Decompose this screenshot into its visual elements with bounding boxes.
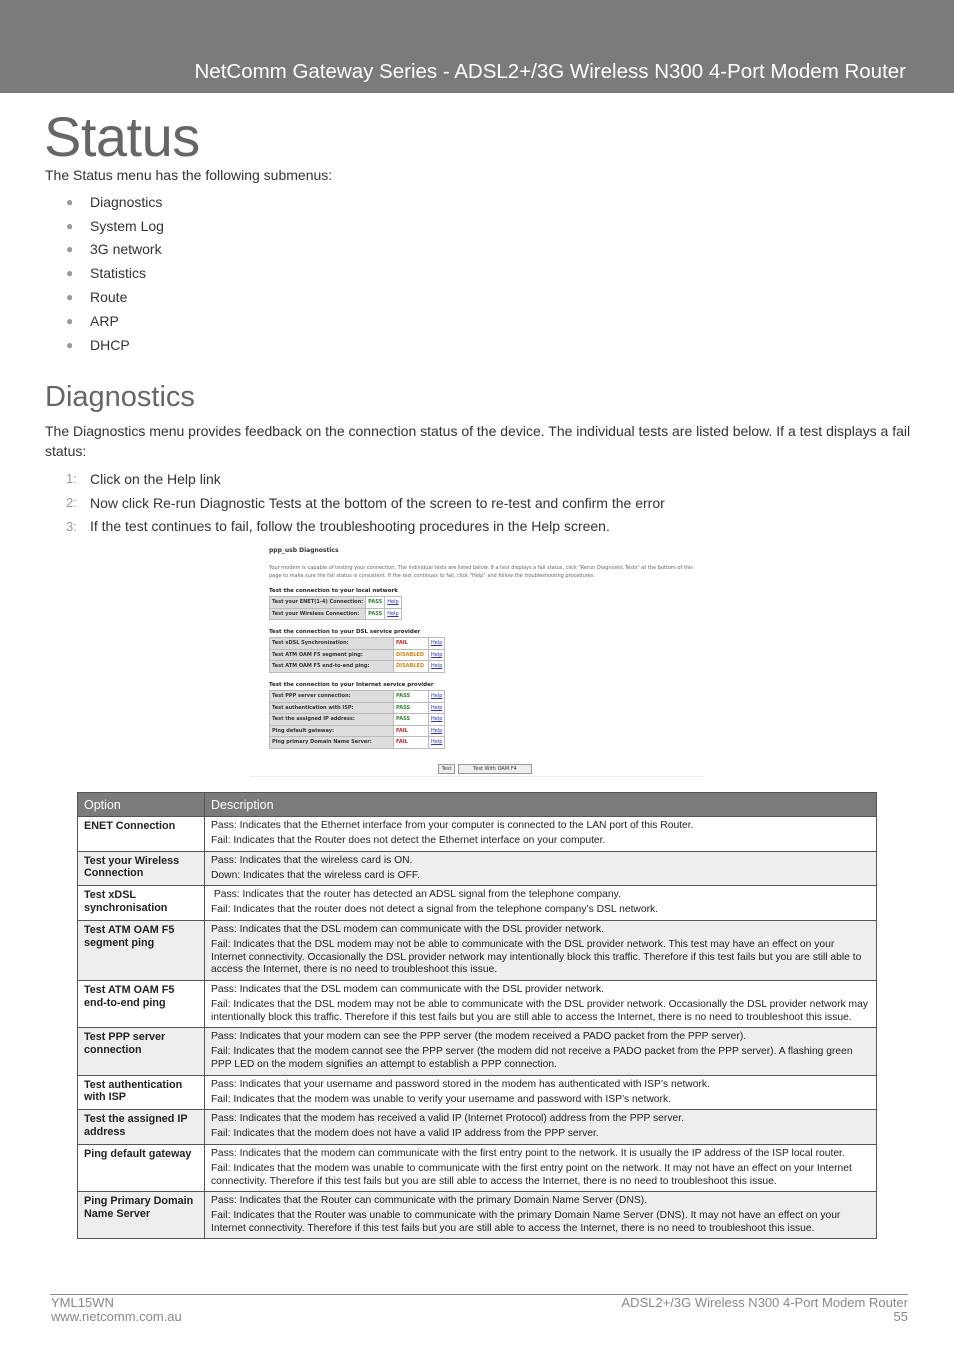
description-line: Pass: Indicates that the DSL modem can communicate with the DSL provider network. [211,924,604,936]
list-item [66,190,164,214]
isp-tests [269,690,445,749]
test-with-oam-button[interactable]: Test With OAM F4 [458,764,532,774]
header-title: NetComm Gateway Series - ADSL2+/3G Wireless N300 4-Port Modem Router [194,60,906,83]
option-cell: Test your Wireless Connection [78,851,205,886]
test-status: FAIL [394,725,429,737]
description-cell [205,1075,877,1110]
test-label: Test ATM OAM F5 segment ping: [270,649,394,661]
intro-text: The Status menu has the following submenus: [45,167,333,183]
option-cell: Test the assigned IP address [78,1110,205,1145]
table-row [270,608,402,620]
description-line: Pass: Indicates that the router has detected an ADSL signal from the telephone company. [211,889,621,901]
description-line: Fail: Indicates that the DSL modem may not be able to communicate with the DSL provider network. This test may have an effect on your Internet connectivity. Occasionally the DSL provider network may intentionally block this traffic. Therefore if this test fails but you are still able to access the Internet, there is no need to troubleshoot this issue. [211,939,862,976]
column-header: Description [205,793,877,817]
table-row [270,725,445,737]
description-line: Fail: Indicates that the modem cannot see the PPP server (the modem did not receive a PADO packet from the PPP server). A flashing green PPP LED on the modem signifies an attempt to establish a PPP connection. [211,1046,853,1070]
description-line: Pass: Indicates that the wireless card is ON. [211,854,413,866]
description-cell [205,1192,877,1239]
test-label: Test your ENET(1-4) Connection: [270,597,366,609]
description-line: Fail: Indicates that the Router was unable to communicate with the primary Domain Name Server (DNS). It may not have an effect on your Internet connectivity. Therefore if this test fails but you are still able to access the Internet, there is no need to troubleshoot this issue. [211,1210,841,1234]
description-line: Fail: Indicates that the modem was unable to communicate with the first entry point on the network. It may not have an effect on your Internet connectivity. Therefore if this test fails but you are still able to access the Internet, there is no need to troubleshoot this issue. [211,1162,852,1187]
list-item [66,514,665,538]
description-line: Down: Indicates that the wireless card is OFF. [211,869,420,881]
footer-url: www.netcomm.com.au [51,1309,182,1324]
option-cell: Ping Primary Domain Name Server [78,1192,205,1239]
test-label: Test authentication with ISP: [270,702,394,714]
description-line: Pass: Indicates that the Router can communicate with the primary Domain Name Server (DNS). [211,1195,648,1207]
help-link[interactable]: Help [385,597,401,609]
table-header-row [78,793,877,817]
test-status: DISABLED [394,649,429,661]
list-item [66,214,164,238]
test-status: PASS [394,702,429,714]
table-row [270,737,445,749]
footer-code: YML15WN [51,1295,114,1310]
table-row [78,1075,877,1110]
table-row [78,1144,877,1191]
option-cell: Test xDSL synchronisation [78,886,205,921]
table-row [270,702,445,714]
screenshot-section-title: Test the connection to your DSL service provider [269,629,421,635]
description-cell [205,980,877,1027]
option-cell: ENET Connection [78,817,205,852]
screenshot-section-title: Test the connection to your local network [269,588,398,594]
help-link[interactable]: Help [429,702,445,714]
submenu-label: ARP [90,312,119,329]
list-item [66,491,665,515]
description-line: Pass: Indicates that your username and password stored in the modem has authenticated with ISP’s network. [211,1078,710,1090]
description-line: Pass: Indicates that the DSL modem can communicate with the DSL provider network. [211,983,604,995]
test-label: Test your Wireless Connection: [270,608,366,620]
description-cell [205,886,877,921]
table-row [270,691,445,703]
table-row [270,714,445,726]
bullet-icon: ● [66,218,74,233]
option-cell: Test ATM OAM F5 end-to-end ping [78,980,205,1027]
option-cell: Test PPP server connection [78,1028,205,1075]
description-line: Pass: Indicates that the modem has received a valid IP (Internet Protocol) address from the PPP server. [211,1113,684,1125]
description-line: Pass: Indicates that the Ethernet interface from your computer is connected to the LAN port of this Router. [211,820,694,831]
section-paragraph: The Diagnostics menu provides feedback on the connection status of the device. The individual tests are listed below. If a test displays a fail status: [45,423,911,459]
screenshot-section-title: Test the connection to your Internet service provider [269,682,434,688]
test-button[interactable]: Test [438,764,455,774]
description-line: Fail: Indicates that the modem was unable to verify your username and password with ISP’s network. [211,1093,671,1105]
test-label: Ping primary Domain Name Server: [270,737,394,749]
list-item [66,285,164,309]
description-line: Fail: Indicates that the modem does not have a valid IP address from the PPP server. [211,1128,599,1140]
table-row [78,1192,877,1239]
bullet-icon: ● [66,337,74,352]
description-cell [205,921,877,981]
list-item [66,467,665,491]
submenu-label: 3G network [90,241,162,258]
help-link[interactable]: Help [429,691,445,703]
test-label: Ping default gateway: [270,725,394,737]
column-header: Option [78,793,205,817]
test-status: PASS [394,691,429,703]
help-link[interactable]: Help [429,737,445,749]
table-row [78,1028,877,1075]
description-line: Fail: Indicates that the router does not detect a signal from the telephone company’s DSL network. [211,904,659,916]
bullet-icon: ● [66,266,74,281]
description-line: Fail: Indicates that the Router does not detect the Ethernet interface on your computer. [211,835,606,847]
help-link[interactable]: Help [429,725,445,737]
table-row [270,597,402,609]
table-row [270,638,445,650]
submenu-label: System Log [90,217,164,234]
test-status: PASS [366,608,385,620]
bullet-icon: ● [66,290,74,305]
test-label: Test PPP server connection: [270,691,394,703]
help-link[interactable]: Help [429,649,445,661]
test-status: PASS [366,597,385,609]
description-cell [205,1110,877,1145]
table-row [270,661,445,673]
test-status: FAIL [394,737,429,749]
section-title: Diagnostics [45,381,195,413]
description-cell [205,817,877,852]
page-number: 55 [893,1309,908,1324]
option-cell: Ping default gateway [78,1144,205,1191]
description-line: Pass: Indicates that your modem can see the PPP server (the modem received a PADO packet from the PPP server). [211,1031,747,1043]
list-item [66,238,164,262]
list-item [66,309,164,333]
test-label: Test ATM OAM F5 end-to-end ping: [270,661,394,673]
submenu-label: Route [90,289,128,306]
test-label: Test xDSL Synchronization: [270,638,394,650]
description-cell [205,1028,877,1075]
step-number: 2: [66,495,77,511]
local-network-tests [269,596,402,620]
description-cell [205,1144,877,1191]
dsl-provider-tests [269,637,445,673]
screenshot-title: ppp_usb Diagnostics [269,547,339,554]
test-status: FAIL [394,638,429,650]
option-cell: Test ATM OAM F5 segment ping [78,921,205,981]
options-table [77,792,877,1239]
help-link[interactable]: Help [429,714,445,726]
page-title: Status [44,105,200,168]
bullet-icon: ● [66,242,74,257]
step-text: If the test continues to fail, follow the troubleshooting procedures in the Help screen. [90,518,610,535]
test-label: Test the assigned IP address: [270,714,394,726]
footer-product: ADSL2+/3G Wireless N300 4-Port Modem Router [621,1295,908,1310]
step-number: 1: [66,471,77,487]
option-cell: Test authentication with ISP [78,1075,205,1110]
submenu-list [66,190,164,357]
help-link[interactable]: Help [429,638,445,650]
list-item [66,333,164,357]
test-status: PASS [394,714,429,726]
step-number: 3: [66,518,77,534]
step-text: Now click Re-run Diagnostic Tests at the bottom of the screen to re-test and confirm the error [90,494,665,511]
screenshot-description: Your modem is capable of testing your connection. The individual tests are listed below. If a test displays a fail status, click "Rerun Diagnostic Tests" at the bottom of this page to make sure the fail status is consistent. If the test continues to fail, click "Help" and follow the troubleshooting procedures. [269,565,693,579]
table-row [78,817,877,852]
description-line: Fail: Indicates that the DSL modem may not be able to communicate with the DSL provider network. Occasionally the DSL provider network may intentionally block this traffic. Therefore if this test fails but you are still able to access the Internet, there is no need to troubleshoot this issue. [211,999,869,1023]
list-item [66,261,164,285]
table-row [78,886,877,921]
diagnostics-screenshot [250,540,705,780]
help-link[interactable]: Help [429,661,445,673]
divider [250,776,705,777]
table-row [78,921,877,981]
bullet-icon: ● [66,313,74,328]
table-row [78,1110,877,1145]
steps-list [66,467,665,538]
submenu-label: Diagnostics [90,193,163,210]
step-text: Click on the Help link [90,470,221,487]
submenu-label: DHCP [90,336,130,353]
test-status: DISABLED [394,661,429,673]
table-row [78,980,877,1027]
table-row [270,649,445,661]
submenu-label: Statistics [90,265,147,282]
header-bar [0,0,954,93]
description-cell [205,851,877,886]
description-line: Pass: Indicates that the modem can communicate with the first entry point to the network. It is usually the IP address of the ISP local router. [211,1147,845,1159]
bullet-icon: ● [66,194,74,209]
table-row [78,851,877,886]
help-link[interactable]: Help [385,608,401,620]
